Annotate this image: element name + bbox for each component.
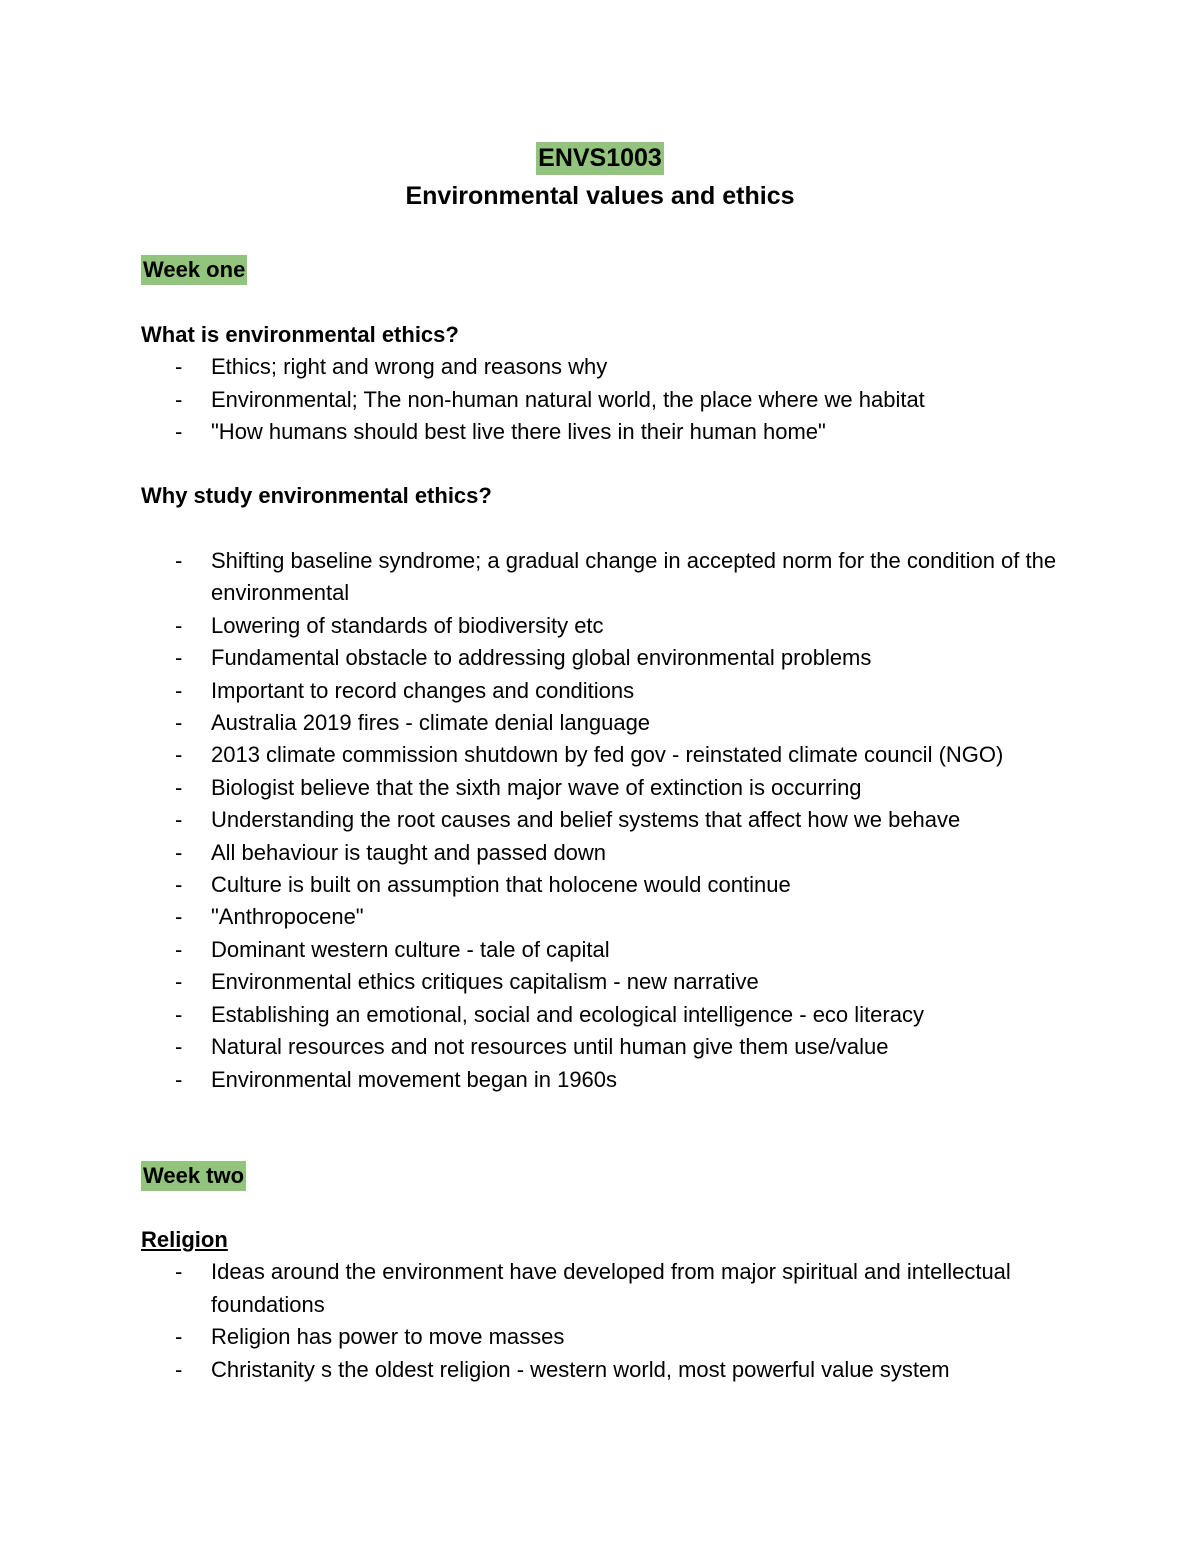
week-two-label: Week two — [141, 1161, 246, 1191]
dash-bullet: - — [175, 1324, 183, 1350]
list-item-text: Lowering of standards of biodiversity etc — [211, 612, 604, 638]
list-item-text: All behaviour is taught and passed down — [211, 839, 607, 865]
list-item-text: Biologist believe that the sixth major wave of extinction is occurring — [211, 774, 862, 800]
list-item — [141, 610, 1101, 642]
list-item — [141, 1321, 1101, 1353]
list-item — [141, 351, 1101, 383]
list-item — [141, 999, 1101, 1031]
list-item — [141, 545, 1101, 610]
why-study-list-wrap — [141, 545, 1101, 1096]
dash-bullet: - — [175, 1001, 183, 1027]
what-is-list — [141, 351, 1101, 448]
list-item-text: Religion has power to move masses — [211, 1324, 565, 1350]
dash-bullet: - — [175, 1259, 183, 1285]
list-item-text: "Anthropocene" — [211, 904, 364, 930]
dash-bullet: - — [175, 839, 183, 865]
list-item-text: Environmental; The non-human natural world, the place where we habitat — [211, 386, 925, 412]
course-code-line — [0, 142, 1200, 174]
list-item-text: Ideas around the environment have developed from major spiritual and intellectual foundations — [211, 1259, 1011, 1317]
list-item — [141, 772, 1101, 804]
list-item-text: Shifting baseline syndrome; a gradual change in accepted norm for the condition of the environmental — [211, 548, 1057, 606]
list-item-text: Environmental movement began in 1960s — [211, 1066, 618, 1092]
list-item-text: Fundamental obstacle to addressing global environmental problems — [211, 645, 872, 671]
what-is-heading: What is environmental ethics? — [141, 322, 459, 347]
dash-bullet: - — [175, 1034, 183, 1060]
dash-bullet: - — [175, 1356, 183, 1382]
list-item-text: Australia 2019 fires - climate denial language — [211, 710, 651, 736]
week-one-label: Week one — [141, 255, 247, 285]
list-item — [141, 675, 1101, 707]
list-item — [141, 966, 1101, 998]
list-item — [141, 416, 1101, 448]
dash-bullet: - — [175, 645, 183, 671]
why-study-section — [141, 480, 1101, 512]
list-item — [141, 739, 1101, 771]
list-item-text: Establishing an emotional, social and ecological intelligence - eco literacy — [211, 1001, 924, 1027]
list-item-text: "How humans should best live there lives in their human home" — [211, 419, 826, 445]
religion-list — [141, 1256, 1101, 1386]
list-item-text: Natural resources and not resources until human give them use/value — [211, 1034, 889, 1060]
list-item — [141, 837, 1101, 869]
list-item — [141, 934, 1101, 966]
list-item-text: Environmental ethics critiques capitalism - new narrative — [211, 969, 759, 995]
list-item-text: 2013 climate commission shutdown by fed gov - reinstated climate council (NGO) — [211, 742, 1004, 768]
dash-bullet: - — [175, 354, 183, 380]
dash-bullet: - — [175, 548, 183, 573]
dash-bullet: - — [175, 612, 183, 638]
why-study-heading: Why study environmental ethics? — [141, 483, 492, 508]
list-item — [141, 384, 1101, 416]
dash-bullet: - — [175, 677, 183, 703]
list-item-text: Important to record changes and conditions — [211, 677, 635, 703]
what-is-section — [141, 319, 1101, 449]
list-item — [141, 1256, 1101, 1321]
list-item — [141, 707, 1101, 739]
dash-bullet: - — [175, 807, 183, 833]
list-item — [141, 642, 1101, 674]
list-item-text: Understanding the root causes and belief systems that affect how we behave — [211, 807, 961, 833]
why-study-list — [141, 545, 1101, 1096]
list-item-text: Christanity s the oldest religion - western world, most powerful value system — [211, 1356, 950, 1382]
religion-heading: Religion — [141, 1227, 228, 1252]
list-item — [141, 1064, 1101, 1096]
list-item-text: Dominant western culture - tale of capital — [211, 936, 610, 962]
religion-section — [141, 1224, 1101, 1386]
dash-bullet: - — [175, 969, 183, 995]
dash-bullet: - — [175, 710, 183, 736]
course-title: Environmental values and ethics — [405, 182, 795, 210]
dash-bullet: - — [175, 386, 183, 412]
list-item — [141, 804, 1101, 836]
dash-bullet: - — [175, 774, 183, 800]
week-two-label-line — [141, 1160, 1101, 1192]
course-code: ENVS1003 — [536, 142, 664, 175]
week-one-label-line — [141, 254, 1101, 286]
dash-bullet: - — [175, 872, 183, 898]
list-item — [141, 901, 1101, 933]
list-item — [141, 1031, 1101, 1063]
list-item-text: Ethics; right and wrong and reasons why — [211, 354, 608, 380]
list-item-text: Culture is built on assumption that holocene would continue — [211, 872, 791, 898]
dash-bullet: - — [175, 1066, 183, 1092]
dash-bullet: - — [175, 936, 183, 962]
list-item — [141, 869, 1101, 901]
course-title-line — [0, 180, 1200, 212]
list-item — [141, 1354, 1101, 1386]
dash-bullet: - — [175, 742, 183, 768]
dash-bullet: - — [175, 419, 183, 445]
dash-bullet: - — [175, 904, 183, 930]
